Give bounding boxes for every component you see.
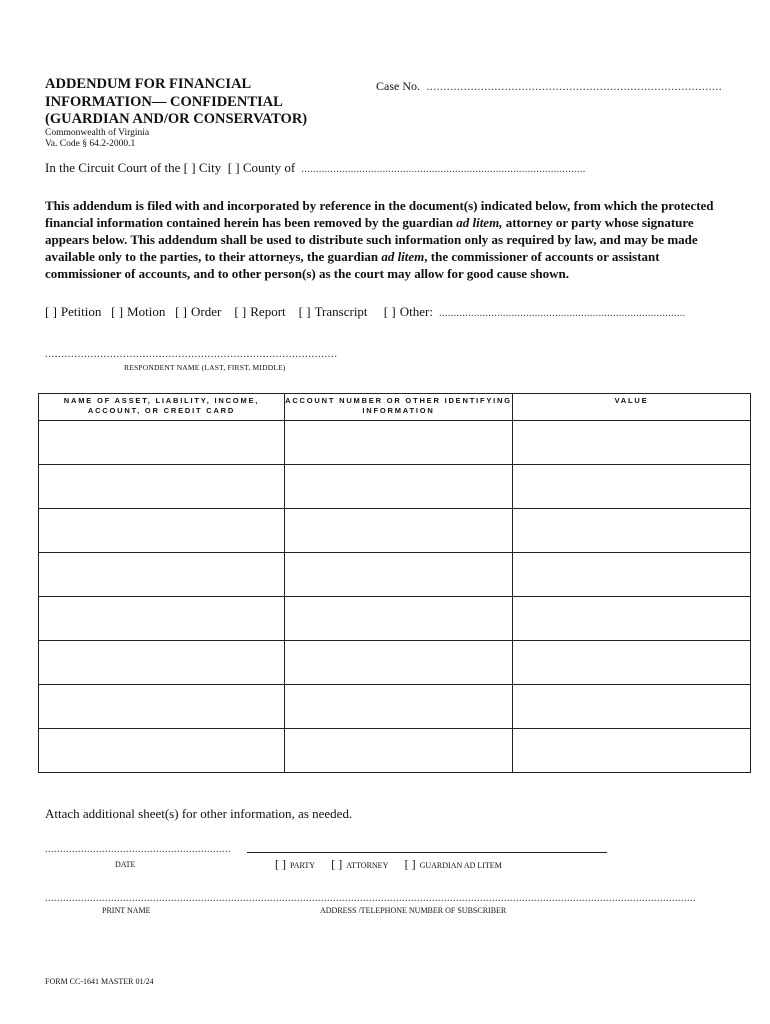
form-title-line-3: (GUARDIAN AND/OR CONSERVATOR)	[45, 111, 308, 127]
statement-italic-1: ad litem,	[456, 215, 503, 230]
court-name-blank[interactable]: ..................................................................................................	[298, 164, 586, 175]
value-cell[interactable]	[513, 465, 751, 509]
asset-name-cell[interactable]	[39, 465, 285, 509]
court-prefix: In the Circuit Court of the	[45, 160, 181, 175]
print-name-address-blank[interactable]: .........................................................................................................................................................................................................................	[45, 893, 696, 904]
transcript-checkbox[interactable]: [ ]	[298, 304, 311, 319]
table-row	[39, 641, 751, 685]
signature-line[interactable]	[247, 852, 607, 853]
asset-name-cell[interactable]	[39, 421, 285, 465]
motion-label: Motion	[127, 304, 166, 319]
statement-text-1: This addendum is filed with and incorporated by reference in the document(s) indicated below, from which the protected financial information contained herein has been removed by the guardian	[45, 198, 714, 230]
table-row	[39, 509, 751, 553]
account-number-header: ACCOUNT NUMBER OR OTHER IDENTIFYING INFORMATION	[285, 394, 513, 421]
table-row	[39, 729, 751, 773]
form-title	[45, 76, 307, 129]
account-number-cell[interactable]	[285, 729, 513, 773]
addendum-statement	[45, 197, 725, 282]
table-row	[39, 421, 751, 465]
value-cell[interactable]	[513, 685, 751, 729]
statement-italic-2: ad litem	[381, 249, 425, 264]
table-row	[39, 465, 751, 509]
guardian-label: GUARDIAN AD LITEM	[419, 861, 502, 870]
court-line	[45, 160, 586, 176]
account-number-cell[interactable]	[285, 421, 513, 465]
order-checkbox[interactable]: [ ]	[175, 304, 188, 319]
table-row	[39, 685, 751, 729]
asset-name-cell[interactable]	[39, 597, 285, 641]
asset-name-header: NAME OF ASSET, LIABILITY, INCOME, ACCOUNT, OR CREDIT CARD	[39, 394, 285, 421]
value-cell[interactable]	[513, 509, 751, 553]
asset-name-cell[interactable]	[39, 509, 285, 553]
motion-checkbox[interactable]: [ ]	[111, 304, 124, 319]
value-cell[interactable]	[513, 553, 751, 597]
asset-name-cell[interactable]	[39, 685, 285, 729]
document-type-options	[45, 304, 686, 320]
form-subtitle	[45, 128, 149, 150]
petition-checkbox[interactable]: [ ]	[45, 304, 57, 319]
other-checkbox[interactable]: [ ]	[383, 304, 396, 319]
city-checkbox[interactable]: [ ]	[183, 160, 196, 175]
case-number-blank[interactable]: .......................................................................................	[423, 79, 723, 93]
table-row	[39, 597, 751, 641]
city-label: City	[198, 160, 222, 175]
statement-text-2: attorney or party whose signature appears below. This addendum shall be used to distribute such information only as required by law, and may be made available only to the parties, to their attorneys, the guardian	[45, 215, 698, 264]
jurisdiction-text: Commonwealth of Virginia	[45, 128, 150, 138]
case-number-field[interactable]	[376, 79, 722, 94]
value-cell[interactable]	[513, 729, 751, 773]
respondent-name-label: RESPONDENT NAME (LAST, FIRST, MIDDLE)	[124, 363, 286, 372]
order-label: Order	[191, 304, 222, 319]
asset-name-cell[interactable]	[39, 641, 285, 685]
county-label: County of	[242, 160, 296, 175]
value-header: VALUE	[513, 394, 751, 421]
financial-info-table	[38, 393, 751, 773]
date-label: DATE	[115, 860, 136, 869]
account-number-cell[interactable]	[285, 641, 513, 685]
form-title-line-1: ADDENDUM FOR FINANCIAL	[45, 76, 252, 92]
print-name-label: PRINT NAME	[102, 906, 151, 915]
guardian-checkbox[interactable]: [ ]	[404, 857, 416, 871]
value-cell[interactable]	[513, 421, 751, 465]
form-number: FORM CC-1641 MASTER 01/24	[45, 977, 154, 986]
value-cell[interactable]	[513, 597, 751, 641]
account-number-cell[interactable]	[285, 553, 513, 597]
asset-name-cell[interactable]	[39, 729, 285, 773]
transcript-label: Transcript	[314, 304, 368, 319]
account-number-cell[interactable]	[285, 509, 513, 553]
account-number-cell[interactable]	[285, 465, 513, 509]
code-citation: Va. Code § 64.2-2000.1	[45, 139, 136, 149]
address-label: ADDRESS /TELEPHONE NUMBER OF SUBSCRIBER	[320, 906, 507, 915]
attorney-checkbox[interactable]: [ ]	[331, 857, 343, 871]
account-number-cell[interactable]	[285, 597, 513, 641]
account-number-cell[interactable]	[285, 685, 513, 729]
date-blank[interactable]: ..............................................................	[45, 844, 231, 855]
county-checkbox[interactable]: [ ]	[227, 160, 240, 175]
report-label: Report	[250, 304, 286, 319]
party-label: PARTY	[290, 861, 316, 870]
table-row	[39, 553, 751, 597]
table-header-row	[39, 394, 751, 421]
party-checkbox[interactable]: [ ]	[275, 857, 286, 871]
statement-text-3: , the commissioner of accounts or assistant commissioner of accounts, and to other person(s) as the court may allow for good cause shown.	[45, 249, 660, 281]
petition-label: Petition	[60, 304, 102, 319]
attorney-label: ATTORNEY	[346, 861, 389, 870]
other-label: Other:	[399, 304, 433, 319]
signer-role-options	[275, 857, 516, 872]
form-title-line-2: INFORMATION— CONFIDENTIAL	[45, 93, 283, 110]
respondent-name-blank[interactable]: ..........................................................................................	[45, 348, 338, 360]
asset-name-cell[interactable]	[39, 553, 285, 597]
value-cell[interactable]	[513, 641, 751, 685]
attach-sheets-note: Attach additional sheet(s) for other information, as needed.	[45, 806, 353, 821]
other-blank[interactable]: .....................................................................................	[436, 308, 686, 319]
case-number-label: Case No.	[376, 79, 420, 93]
report-checkbox[interactable]: [ ]	[234, 304, 247, 319]
